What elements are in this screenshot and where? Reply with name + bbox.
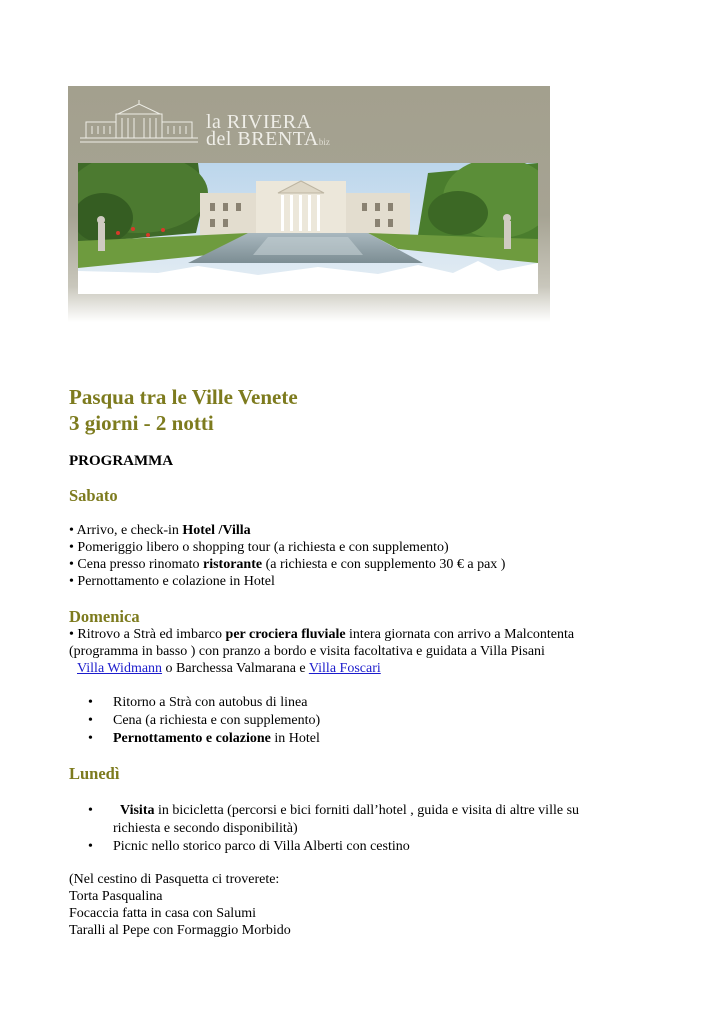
villa-photo [78, 163, 538, 294]
domenica-heading: Domenica [69, 607, 140, 626]
list-item: • Pernottamento e colazione in Hotel [88, 731, 320, 746]
sabato-item: • Arrivo, e check-in Hotel /Villa [69, 523, 251, 538]
logo [78, 100, 378, 152]
list-item: • Ritorno a Strà con autobus di linea [88, 695, 308, 710]
cestino-text: (Nel cestino di Pasquetta ci troverete: Torta Pasqualina Focaccia fatta in casa con Salumi Taralli al Pepe con Formaggio Morbido [69, 872, 291, 938]
sabato-heading: Sabato [69, 486, 118, 505]
logo-suffix: biz [318, 137, 330, 147]
lunedi-heading: Lunedì [69, 764, 120, 783]
title-line1: Pasqua tra le Ville Venete [69, 385, 298, 409]
sabato-list [69, 522, 505, 590]
sabato-item: • Pomeriggio libero o shopping tour (a richiesta e con supplemento) [69, 540, 449, 555]
villa-logo-icon [78, 100, 200, 144]
sabato-item: • Cena presso rinomato ristorante (a richiesta e con supplemento 30 € a pax ) [69, 557, 506, 572]
list-item: • Cena (a richiesta e con supplemento) [88, 713, 321, 728]
domenica-paragraph: • Ritrovo a Strà ed imbarco per crociera fluviale intera giornata con arrivo a Malcontenta (programma in basso ) con pranzo a bordo e visita facoltativa e guidata a Villa Pisani Villa Widmann o Barchessa Valmarana e Villa Foscari [69, 627, 575, 676]
villa-foscari-link[interactable]: Villa Foscari [308, 661, 381, 676]
list-item: • Picnic nello storico parco di Villa Alberti con cestino [88, 839, 410, 854]
list-item: • Visita in bicicletta (percorsi e bici forniti dall’hotel , guida e visita di altre ville su richiesta e secondo disponibilità) [88, 803, 580, 836]
header-banner [68, 86, 550, 322]
domenica-list [88, 694, 320, 748]
lunedi-list [88, 802, 579, 856]
page-title [69, 384, 298, 436]
logo-line2: del BRENTA [206, 128, 319, 150]
villa-widmann-link[interactable]: Villa Widmann [77, 661, 163, 676]
logo-text [206, 111, 330, 151]
sabato-item: • Pernottamento e colazione in Hotel [69, 574, 275, 589]
programma-label: PROGRAMMA [69, 453, 174, 469]
title-line2: 3 giorni - 2 notti [69, 411, 214, 435]
logo-line1: la RIVIERA [206, 111, 312, 133]
